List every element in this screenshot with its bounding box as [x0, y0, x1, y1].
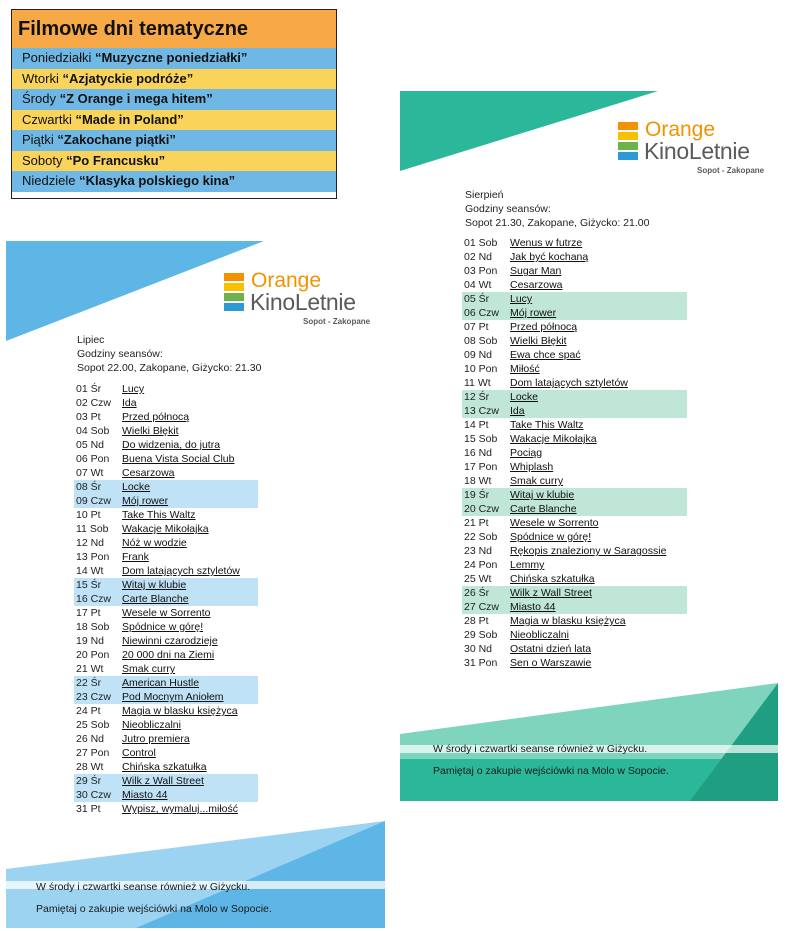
logo-kinoletnie-text: KinoLetnie: [250, 289, 356, 315]
schedule-day-row: [74, 578, 258, 592]
schedule-day-row: [74, 522, 258, 536]
schedule-day-row: [462, 544, 687, 558]
themed-days-title: Filmowe dni tematyczne: [12, 10, 336, 48]
schedule-film-link[interactable]: Nóż w wodzie: [122, 537, 187, 549]
schedule-day-row: [74, 648, 258, 662]
month-name: Sierpień: [465, 189, 504, 201]
theme-day: Wtorki: [22, 70, 59, 86]
schedule-film-link[interactable]: American Hustle: [122, 677, 200, 689]
schedule-date: 21 Wt: [76, 663, 104, 675]
schedule-day-row: [462, 516, 687, 530]
schedule-day-row: [74, 424, 258, 438]
theme-row-tuesday: [12, 69, 336, 90]
schedule-date: 12 Nd: [76, 537, 105, 549]
schedule-film-link[interactable]: Wielki Błękit: [122, 425, 179, 437]
schedule-film-link[interactable]: Frank: [122, 551, 149, 563]
schedule-day-row: [74, 410, 258, 424]
flyer-august: [400, 91, 778, 801]
schedule-day-row: [462, 264, 687, 278]
theme-day: Piątki: [22, 132, 54, 147]
schedule-film-link[interactable]: 20 000 dni na Ziemi: [122, 649, 215, 661]
schedule-date: 01 Śr: [76, 383, 102, 395]
schedule-day-row: [462, 446, 687, 460]
schedule-day-row: [462, 628, 687, 642]
schedule-day-row: [74, 452, 258, 466]
schedule-date: 14 Wt: [76, 565, 104, 577]
logo-orange-text: Orange: [251, 269, 322, 292]
schedule-day-row: [74, 690, 258, 704]
schedule-film-link[interactable]: Ida: [122, 397, 137, 409]
schedule-date: 09 Czw: [76, 495, 112, 507]
schedule-date: 05 Nd: [76, 439, 105, 451]
schedule-film-link[interactable]: Mój rower: [122, 495, 169, 507]
schedule-film-link[interactable]: Wielki Błękit: [510, 335, 567, 347]
schedule-date: 25 Sob: [76, 719, 110, 731]
theme-name: “Z Orange i mega hitem”: [59, 91, 213, 106]
schedule-day-row: [74, 550, 258, 564]
schedule-day-row: [74, 788, 258, 802]
schedule-film-link[interactable]: Spódnice w górę!: [510, 531, 592, 543]
schedule-day-row: [462, 600, 687, 614]
schedule-day-row: [462, 250, 687, 264]
schedule-day-row: [462, 502, 687, 516]
schedule-day-row: [462, 320, 687, 334]
schedule-film-link[interactable]: Cesarzowa: [122, 467, 175, 479]
schedule-film-link[interactable]: Wesele w Sorrento: [122, 607, 211, 619]
schedule-date: 07 Wt: [76, 467, 104, 479]
schedule-date: 23 Nd: [464, 545, 493, 557]
schedule-date: 30 Czw: [76, 789, 112, 801]
schedule-film-link[interactable]: Chińska szkatułka: [122, 761, 207, 773]
schedule-film-link[interactable]: Take This Waltz: [510, 419, 584, 431]
schedule-date: 29 Śr: [76, 775, 102, 787]
theme-row-friday: [12, 130, 336, 151]
schedule-day-row: [74, 508, 258, 522]
schedule-date: 15 Śr: [76, 579, 102, 591]
schedule-film-link[interactable]: Przed północą: [510, 321, 578, 333]
schedule-film-link[interactable]: Wilk z Wall Street: [510, 587, 592, 599]
schedule-film-link[interactable]: Cesarzowa: [510, 279, 563, 291]
schedule-day-row: [74, 662, 258, 676]
schedule-film-link[interactable]: Do widzenia, do jutra: [122, 439, 221, 451]
theme-day: Soboty: [22, 152, 63, 168]
filmstrip-logo-icon: [618, 122, 638, 160]
schedule-date: 09 Nd: [464, 349, 493, 361]
schedule-day-row: [74, 592, 258, 606]
schedule-film-link[interactable]: Mój rower: [510, 307, 557, 319]
logo-subtitle: Sopot - Zakopane: [303, 317, 371, 326]
schedule-film-link[interactable]: Pod Mocnym Aniołem: [122, 691, 224, 703]
schedule-date: 11 Wt: [464, 377, 491, 389]
schedule-film-link[interactable]: Lucy: [510, 293, 533, 305]
schedule-day-row: [74, 718, 258, 732]
schedule-date: 20 Czw: [464, 503, 500, 515]
schedule-film-link[interactable]: Control: [122, 747, 156, 759]
schedule-day-row: [74, 564, 258, 578]
schedule-day-row: [74, 746, 258, 760]
schedule-date: 14 Pt: [464, 419, 489, 431]
schedule-date: 04 Sob: [76, 425, 110, 437]
schedule-day-row: [74, 480, 258, 494]
theme-name: “Made in Poland”: [75, 111, 184, 127]
theme-name: “Muzyczne poniedziałki”: [95, 50, 248, 65]
schedule-date: 26 Nd: [76, 733, 105, 745]
hours-label: Godziny seansów:: [77, 348, 163, 360]
schedule-film-link[interactable]: Locke: [510, 391, 539, 403]
schedule-film-link[interactable]: Miasto 44: [122, 789, 168, 801]
schedule-film-link[interactable]: Take This Waltz: [122, 509, 196, 521]
schedule-film-link[interactable]: Wenus w futrze: [510, 237, 583, 249]
schedule-day-row: [462, 432, 687, 446]
schedule-film-link[interactable]: Dom latających sztyletów: [510, 377, 628, 389]
schedule-film-link[interactable]: Niewinni czarodzieje: [122, 635, 218, 647]
flyer-july: [6, 241, 385, 928]
schedule-day-row: [74, 606, 258, 620]
schedule-date: 04 Wt: [464, 279, 492, 291]
schedule-date: 30 Nd: [464, 643, 493, 655]
schedule-film-link[interactable]: Lemmy: [510, 559, 545, 571]
schedule-day-row: [74, 732, 258, 746]
schedule-date: 31 Pt: [76, 803, 101, 815]
schedule-date: 10 Pon: [464, 363, 498, 375]
schedule-day-row: [462, 488, 687, 502]
schedule-date: 15 Sob: [464, 433, 498, 445]
schedule-day-row: [462, 418, 687, 432]
july-schedule: [74, 382, 258, 816]
schedule-date: 06 Pon: [76, 453, 110, 465]
schedule-film-link[interactable]: Miasto 44: [510, 601, 556, 613]
schedule-film-link[interactable]: Ewa chce spać: [510, 349, 581, 361]
schedule-date: 08 Sob: [464, 335, 498, 347]
schedule-film-link[interactable]: Wypisz, wymaluj...miłość: [122, 803, 239, 815]
theme-name: “Azjatyckie podróże”: [62, 70, 194, 86]
schedule-day-row: [462, 586, 687, 600]
schedule-film-link[interactable]: Miłość: [510, 363, 540, 375]
footer-note-gizycko: W środy i czwartki seanse również w Giżycku.: [36, 881, 251, 893]
theme-name: “Po Francusku”: [66, 152, 166, 168]
july-info: [77, 333, 261, 375]
schedule-day-row: [74, 676, 258, 690]
schedule-day-row: [462, 614, 687, 628]
schedule-film-link[interactable]: Nieobliczalni: [510, 629, 569, 641]
schedule-date: 20 Pon: [76, 649, 110, 661]
theme-row-sunday: [12, 171, 336, 192]
august-schedule: [462, 236, 687, 670]
theme-row-wednesday: [12, 89, 336, 110]
schedule-day-row: [74, 704, 258, 718]
schedule-day-row: [74, 620, 258, 634]
schedule-date: 19 Nd: [76, 635, 105, 647]
schedule-date: 18 Sob: [76, 621, 110, 633]
schedule-day-row: [462, 306, 687, 320]
schedule-film-link[interactable]: Dom latających sztyletów: [122, 565, 240, 577]
schedule-day-row: [74, 466, 258, 480]
schedule-date: 27 Pon: [76, 747, 110, 759]
schedule-film-link[interactable]: Smak curry: [122, 663, 176, 675]
schedule-day-row: [462, 390, 687, 404]
schedule-film-link[interactable]: Carte Blanche: [122, 593, 189, 605]
schedule-date: 24 Pon: [464, 559, 498, 571]
schedule-day-row: [74, 634, 258, 648]
schedule-date: 17 Pon: [464, 461, 498, 473]
logo-orange-text: Orange: [645, 118, 716, 141]
schedule-date: 22 Sob: [464, 531, 498, 543]
schedule-day-row: [462, 278, 687, 292]
schedule-day-row: [74, 494, 258, 508]
schedule-day-row: [462, 362, 687, 376]
theme-name: “Zakochane piątki”: [57, 132, 176, 147]
hours-text: Sopot 22.00, Zakopane, Giżycko: 21.30: [77, 362, 262, 374]
schedule-film-link[interactable]: Wilk z Wall Street: [122, 775, 204, 787]
schedule-day-row: [462, 558, 687, 572]
theme-day: Niedziele: [22, 173, 76, 188]
schedule-day-row: [74, 802, 258, 816]
filmstrip-logo-icon: [224, 273, 244, 311]
schedule-date: 24 Pt: [76, 705, 101, 717]
schedule-date: 02 Czw: [76, 397, 112, 409]
schedule-date: 08 Śr: [76, 481, 102, 493]
schedule-day-row: [462, 572, 687, 586]
schedule-day-row: [462, 642, 687, 656]
schedule-date: 16 Nd: [464, 447, 493, 459]
schedule-film-link[interactable]: Locke: [122, 481, 151, 493]
schedule-date: 05 Śr: [464, 293, 490, 305]
schedule-film-link[interactable]: Witaj w klubie: [510, 489, 575, 501]
footer-note-molo: Pamiętaj o zakupie wejściówki na Molo w Sopocie.: [36, 903, 272, 915]
schedule-day-row: [462, 404, 687, 418]
schedule-date: 27 Czw: [464, 601, 500, 613]
schedule-date: 02 Nd: [464, 251, 493, 263]
schedule-date: 12 Śr: [464, 391, 490, 403]
schedule-date: 03 Pt: [76, 411, 101, 423]
schedule-film-link[interactable]: Ida: [510, 405, 525, 417]
schedule-date: 11 Sob: [76, 523, 109, 535]
schedule-film-link[interactable]: Wakacje Mikołajka: [122, 523, 209, 535]
themed-days-box: [11, 9, 337, 199]
schedule-date: 23 Czw: [76, 691, 112, 703]
schedule-day-row: [462, 236, 687, 250]
schedule-day-row: [462, 376, 687, 390]
theme-day: Czwartki: [22, 111, 72, 127]
schedule-film-link[interactable]: Carte Blanche: [510, 503, 577, 515]
schedule-film-link[interactable]: Chińska szkatułka: [510, 573, 595, 585]
schedule-film-link[interactable]: Whiplash: [510, 461, 554, 473]
schedule-film-link[interactable]: Jak być kochaną: [510, 251, 589, 263]
schedule-film-link[interactable]: Spódnice w górę!: [122, 621, 204, 633]
schedule-date: 19 Śr: [464, 489, 490, 501]
schedule-film-link[interactable]: Magia w blasku księżyca: [122, 705, 238, 717]
schedule-day-row: [74, 536, 258, 550]
theme-day: Poniedziałki: [22, 50, 92, 65]
schedule-date: 16 Czw: [76, 593, 112, 605]
schedule-day-row: [462, 474, 687, 488]
theme-row-monday: [12, 48, 336, 69]
schedule-film-link[interactable]: Pociąg: [510, 447, 543, 459]
schedule-day-row: [74, 382, 258, 396]
schedule-film-link[interactable]: Ostatni dzień lata: [510, 643, 592, 655]
schedule-date: 13 Pon: [76, 551, 110, 563]
schedule-date: 18 Wt: [464, 475, 492, 487]
schedule-day-row: [74, 396, 258, 410]
schedule-film-link[interactable]: Lucy: [122, 383, 145, 395]
schedule-film-link[interactable]: Jutro premiera: [122, 733, 190, 745]
theme-row-thursday: [12, 110, 336, 131]
schedule-day-row: [74, 774, 258, 788]
theme-day: Środy: [22, 91, 56, 106]
schedule-date: 06 Czw: [464, 307, 500, 319]
schedule-day-row: [74, 438, 258, 452]
schedule-date: 21 Pt: [464, 517, 489, 529]
schedule-date: 13 Czw: [464, 405, 500, 417]
schedule-film-link[interactable]: Buena Vista Social Club: [122, 453, 235, 465]
theme-name: “Klasyka polskiego kina”: [79, 173, 236, 188]
schedule-date: 01 Sob: [464, 237, 498, 249]
month-name: Lipiec: [77, 334, 105, 346]
schedule-film-link[interactable]: Rękopis znaleziony w Saragossie: [510, 545, 667, 557]
logo-kinoletnie-text: KinoLetnie: [644, 138, 750, 164]
schedule-date: 28 Wt: [76, 761, 104, 773]
schedule-film-link[interactable]: Witaj w klubie: [122, 579, 187, 591]
schedule-film-link[interactable]: Smak curry: [510, 475, 564, 487]
schedule-date: 17 Pt: [76, 607, 101, 619]
schedule-date: 25 Wt: [464, 573, 492, 585]
schedule-day-row: [462, 348, 687, 362]
schedule-day-row: [74, 760, 258, 774]
schedule-date: 07 Pt: [464, 321, 489, 333]
schedule-film-link[interactable]: Przed północą: [122, 411, 190, 423]
schedule-film-link[interactable]: Wesele w Sorrento: [510, 517, 599, 529]
schedule-date: 03 Pon: [464, 265, 498, 277]
theme-row-saturday: [12, 151, 336, 172]
schedule-day-row: [462, 334, 687, 348]
schedule-day-row: [462, 530, 687, 544]
logo-subtitle: Sopot - Zakopane: [697, 166, 765, 175]
footer-note-molo: Pamiętaj o zakupie wejściówki na Molo w Sopocie.: [433, 765, 669, 777]
hours-text: Sopot 21.30, Zakopane, Giżycko: 21.00: [465, 217, 650, 229]
schedule-date: 31 Pon: [464, 657, 498, 669]
hours-label: Godziny seansów:: [465, 203, 551, 215]
schedule-date: 22 Śr: [76, 677, 102, 689]
schedule-day-row: [462, 292, 687, 306]
august-info: [465, 188, 649, 230]
schedule-date: 28 Pt: [464, 615, 489, 627]
schedule-day-row: [462, 656, 687, 670]
schedule-date: 10 Pt: [76, 509, 101, 521]
schedule-date: 29 Sob: [464, 629, 498, 641]
schedule-film-link[interactable]: Nieobliczalni: [122, 719, 181, 731]
schedule-day-row: [462, 460, 687, 474]
footer-note-gizycko: W środy i czwartki seanse również w Giżycku.: [433, 743, 648, 755]
schedule-film-link[interactable]: Magia w blasku księżyca: [510, 615, 626, 627]
schedule-date: 26 Śr: [464, 587, 490, 599]
schedule-film-link[interactable]: Wakacje Mikołajka: [510, 433, 597, 445]
schedule-film-link[interactable]: Sugar Man: [510, 265, 562, 277]
schedule-film-link[interactable]: Sen o Warszawie: [510, 657, 592, 669]
